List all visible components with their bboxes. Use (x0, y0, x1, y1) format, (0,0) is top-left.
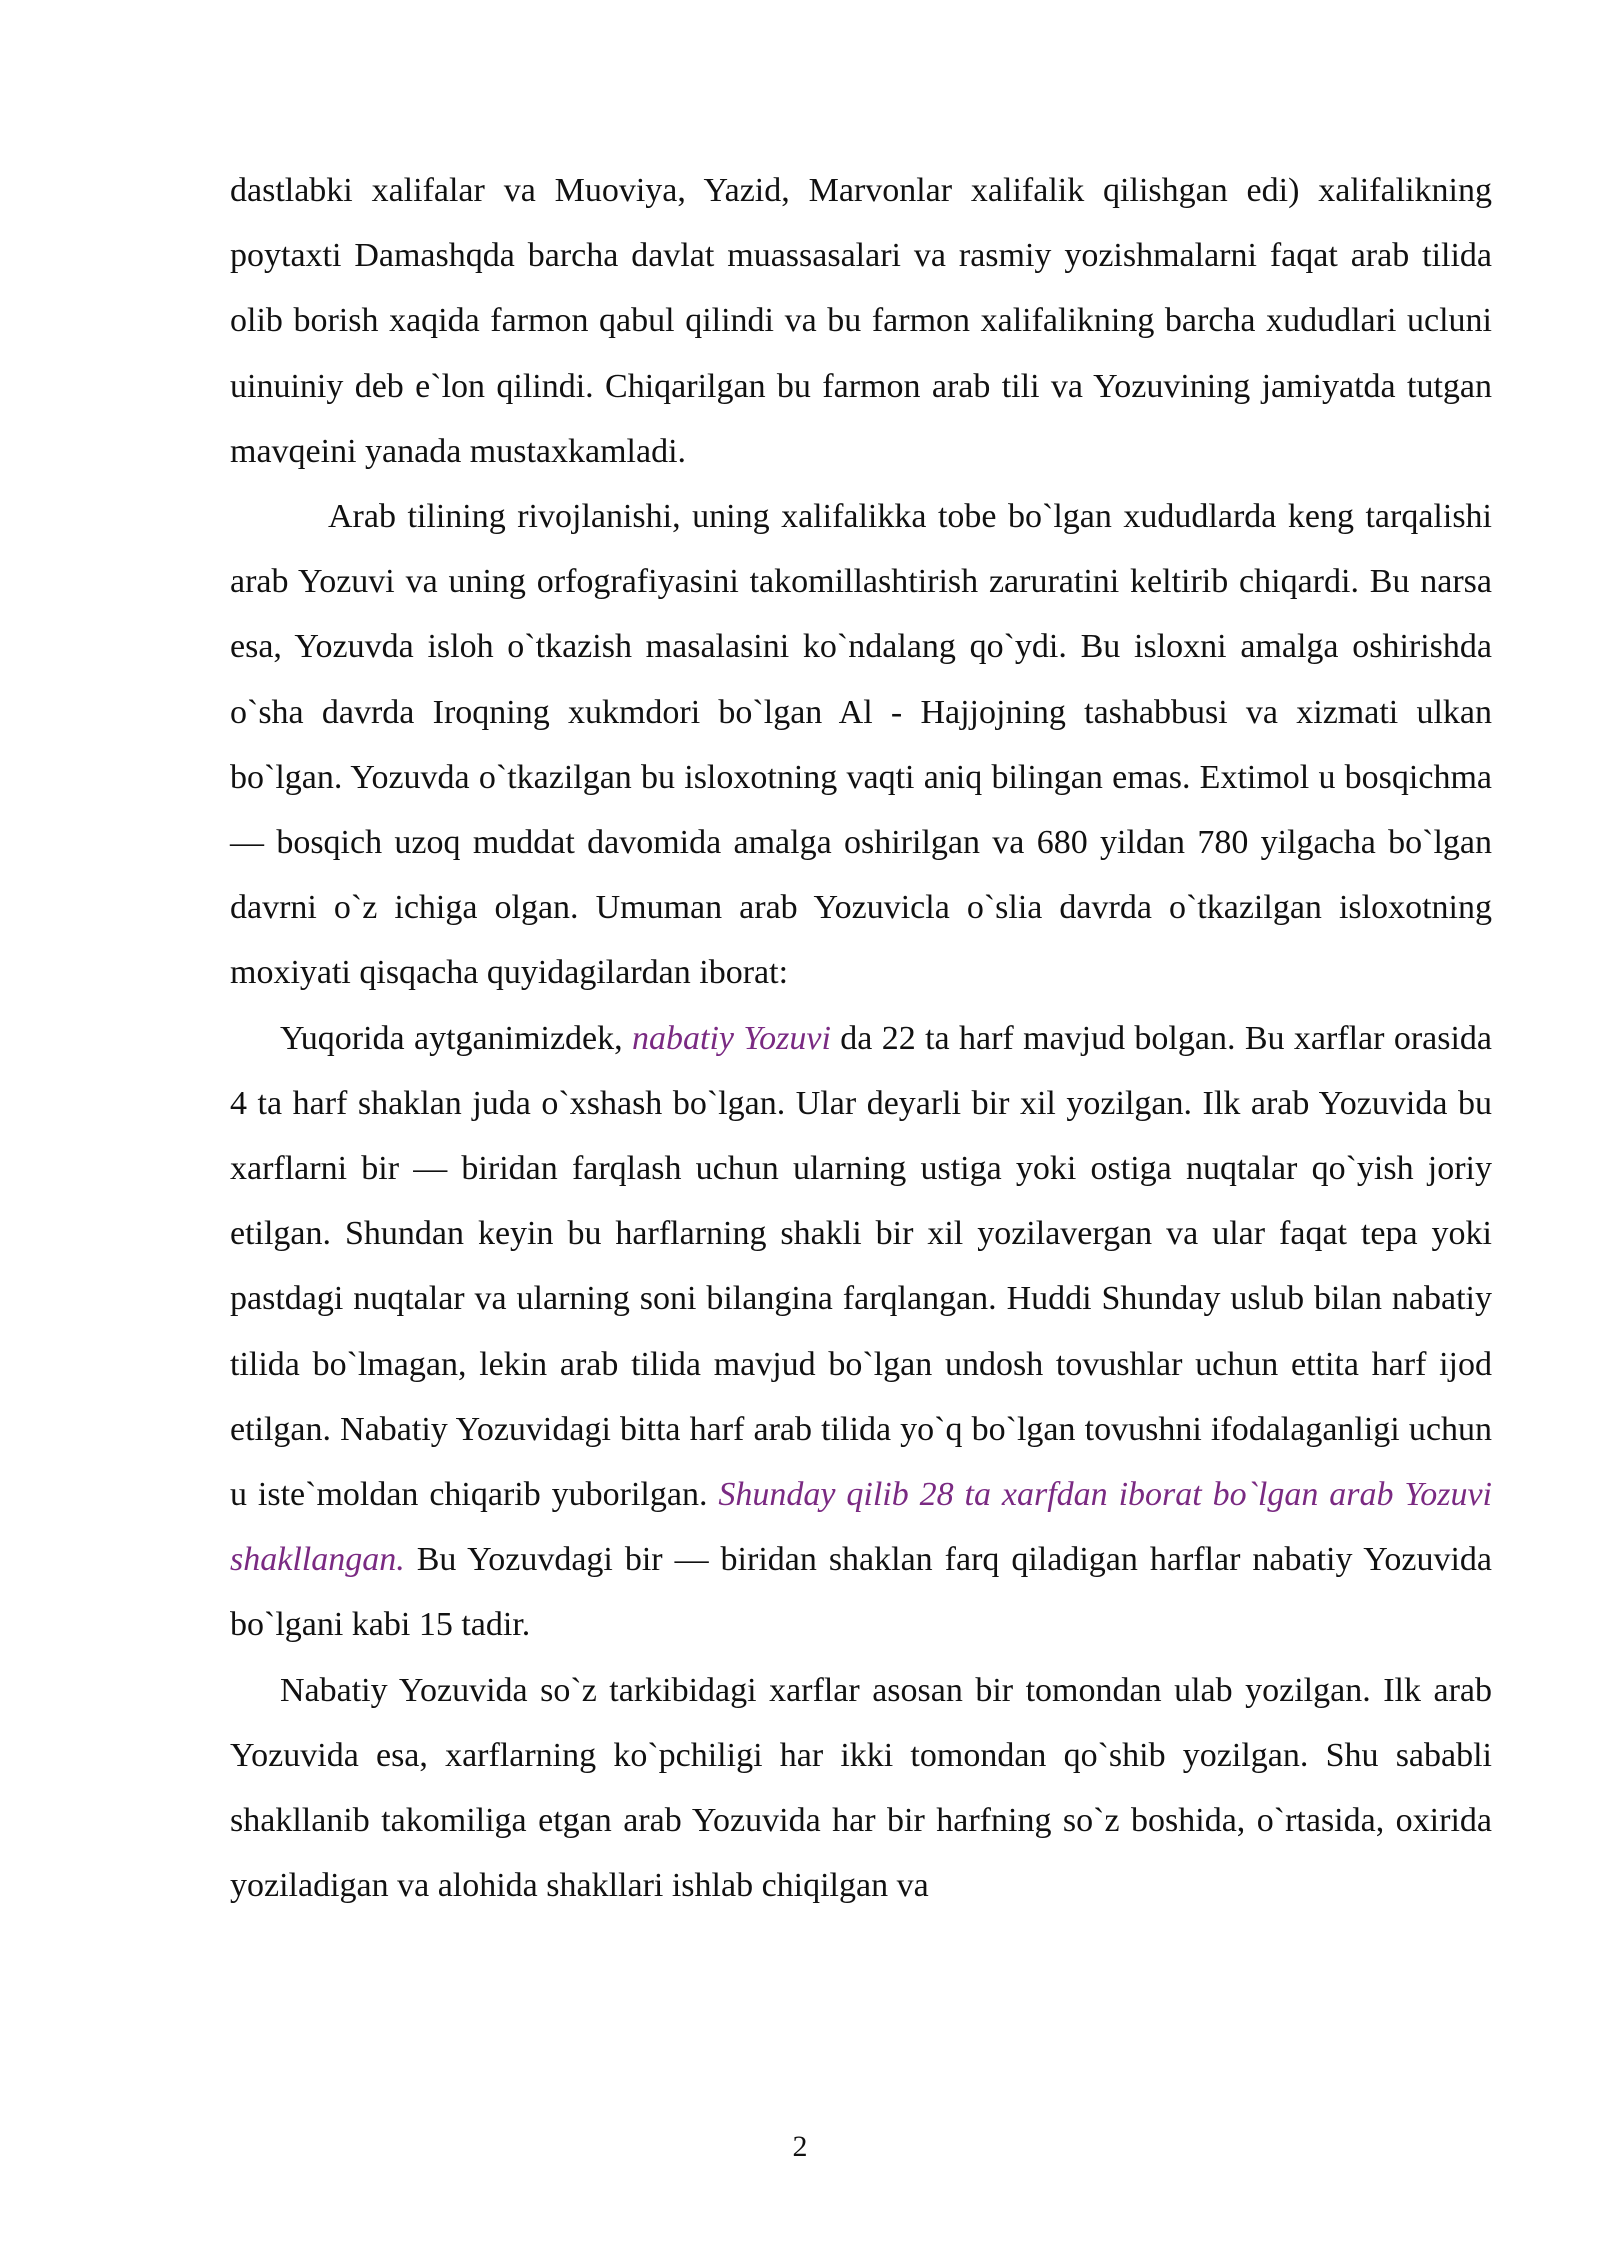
paragraph (230, 158, 1492, 484)
paragraph (230, 484, 1492, 1006)
paragraph-text: Yuqorida aytganimizdek, (280, 1019, 633, 1057)
paragraph (230, 1658, 1492, 1919)
highlighted-term: nabatiy Yozuvi (632, 1019, 831, 1057)
highlighted-sentence: Shunday qilib 28 ta xarfdan iborat bo`lgan arab Yozuvi shakllangan. (230, 1476, 1492, 1579)
paragraph (230, 1006, 1492, 1658)
paragraph-text: da 22 ta harf mavjud bolgan. Bu xarflar orasida 4 ta harf shaklan juda o`xshash bo`lgan. Ular deyarli bir xil yozilgan. Ilk arab Yozuvida bu xarflarni bir — biridan farqlash uchun ularning ustiga yoki ostiga nuqtalar qo`yish joriy etilgan. Shundan keyin bu harflarning shakli bir xil yozilavergan va ular faqat tepa yoki pastdagi nuqtalar va ularning soni bilangina farqlangan. Huddi Shunday uslub bilan nabatiy tilida bo`lmagan, lekin arab tilida mavjud bo`lgan undosh tovushlar uchun ettita harf ijod etilgan. Nabatiy Yozuvidagi bitta harf arab tilida yo`q bo`lgan tovushni ifodalaganligi uchun u iste`moldan chiqarib yuborilgan. (230, 1019, 1492, 1514)
paragraph-text: Arab tilining rivojlanishi, uning xalifalikka tobe bo`lgan xududlarda keng tarqalishi arab Yozuvi va uning orfografiyasini takomillashtirish zaruratini keltirib chiqardi. Bu narsa esa, Yozuvda isloh o`tkazish masalasini ko`ndalang qo`ydi. Bu isloxni amalga oshirishda o`sha davrda Iroqning xukmdori bo`lgan Al - Hajjojning tashabbusi va xizmati ulkan bo`lgan. Yozuvda o`tkazilgan bu isloxotning vaqti aniq bilingan emas. Extimol u bosqichma — bosqich uzoq muddat davomida amalga oshirilgan va 680 yildan 780 yilgacha bo`lgan davrni o`z ichiga olgan. Umuman arab Yozuvicla o`slia davrda o`tkazilgan isloxotning moxiyati qisqacha quyidagilardan iborat: (230, 498, 1492, 992)
paragraph-text: Bu Yozuvdagi bir — biridan shaklan farq qiladigan harflar nabatiy Yozuvida bo`lgani kabi 15 tadir. (230, 1541, 1492, 1644)
page-number: 2 (792, 2130, 808, 2163)
paragraph-text: Nabatiy Yozuvida so`z tarkibidagi xarflar asosan bir tomondan ulab yozilgan. Ilk arab Yozuvida esa, xarflarning ko`pchiligi har ikki tomondan qo`shib yozilgan. Shu sababli shakllanib takomiliga etgan arab Yozuvida har bir harfning so`z boshida, o`rtasida, oxirida yoziladigan va alohida shakllari ishlab chiqilgan va (230, 1671, 1492, 1905)
document-body (230, 158, 1492, 1918)
paragraph-text: dastlabki xalifalar va Muoviya, Yazid, Marvonlar xalifalik qilishgan edi) xalifalikning poytaxti Damashqda barcha davlat muassasalari va rasmiy yozishmalarni faqat arab tilida olib borish xaqida farmon qabul qilindi va bu farmon xalifalikning barcha xududlari ucluni uinuiniy deb e`lon qilindi. Chiqarilgan bu farmon arab tili va Yozuvining jamiyatda tutgan mavqeini yanada mustaxkamladi. (230, 172, 1492, 470)
